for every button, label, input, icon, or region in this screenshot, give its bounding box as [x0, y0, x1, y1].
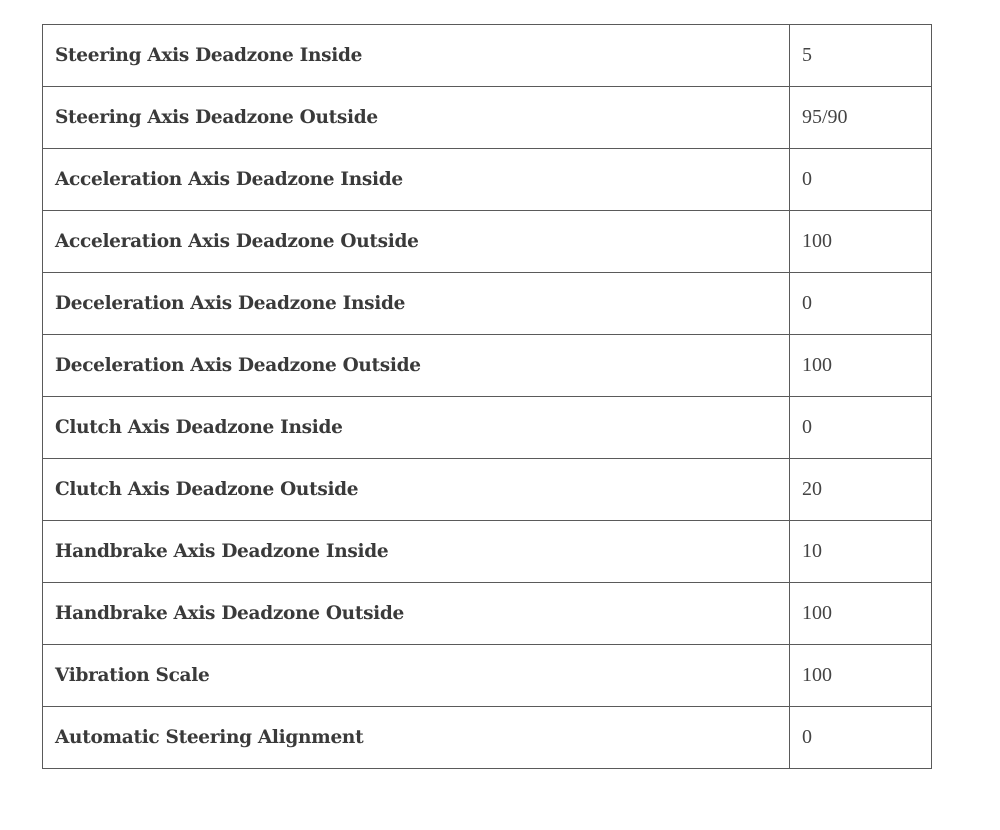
- table-row: [43, 583, 932, 645]
- table-row: [43, 645, 932, 707]
- setting-value: 0: [790, 273, 932, 335]
- setting-label: Handbrake Axis Deadzone Outside: [43, 583, 790, 645]
- table-row: [43, 707, 932, 769]
- setting-label: Vibration Scale: [43, 645, 790, 707]
- settings-table: [42, 24, 932, 769]
- setting-label: Clutch Axis Deadzone Outside: [43, 459, 790, 521]
- setting-label: Acceleration Axis Deadzone Outside: [43, 211, 790, 273]
- setting-value: 10: [790, 521, 932, 583]
- setting-value: 95/90: [790, 87, 932, 149]
- setting-label: Deceleration Axis Deadzone Inside: [43, 273, 790, 335]
- setting-label: Clutch Axis Deadzone Inside: [43, 397, 790, 459]
- setting-label: Acceleration Axis Deadzone Inside: [43, 149, 790, 211]
- setting-value: 100: [790, 335, 932, 397]
- setting-label: Automatic Steering Alignment: [43, 707, 790, 769]
- setting-value: 100: [790, 583, 932, 645]
- setting-value: 100: [790, 211, 932, 273]
- table-row: [43, 459, 932, 521]
- setting-label: Deceleration Axis Deadzone Outside: [43, 335, 790, 397]
- setting-value: 5: [790, 25, 932, 87]
- table-row: [43, 25, 932, 87]
- setting-value: 20: [790, 459, 932, 521]
- table-row: [43, 273, 932, 335]
- setting-value: 0: [790, 397, 932, 459]
- table-row: [43, 87, 932, 149]
- table-row: [43, 149, 932, 211]
- setting-value: 0: [790, 707, 932, 769]
- table-row: [43, 397, 932, 459]
- setting-value: 100: [790, 645, 932, 707]
- setting-label: Steering Axis Deadzone Inside: [43, 25, 790, 87]
- settings-table-body: [43, 25, 932, 769]
- table-row: [43, 211, 932, 273]
- setting-value: 0: [790, 149, 932, 211]
- table-row: [43, 521, 932, 583]
- table-row: [43, 335, 932, 397]
- setting-label: Handbrake Axis Deadzone Inside: [43, 521, 790, 583]
- setting-label: Steering Axis Deadzone Outside: [43, 87, 790, 149]
